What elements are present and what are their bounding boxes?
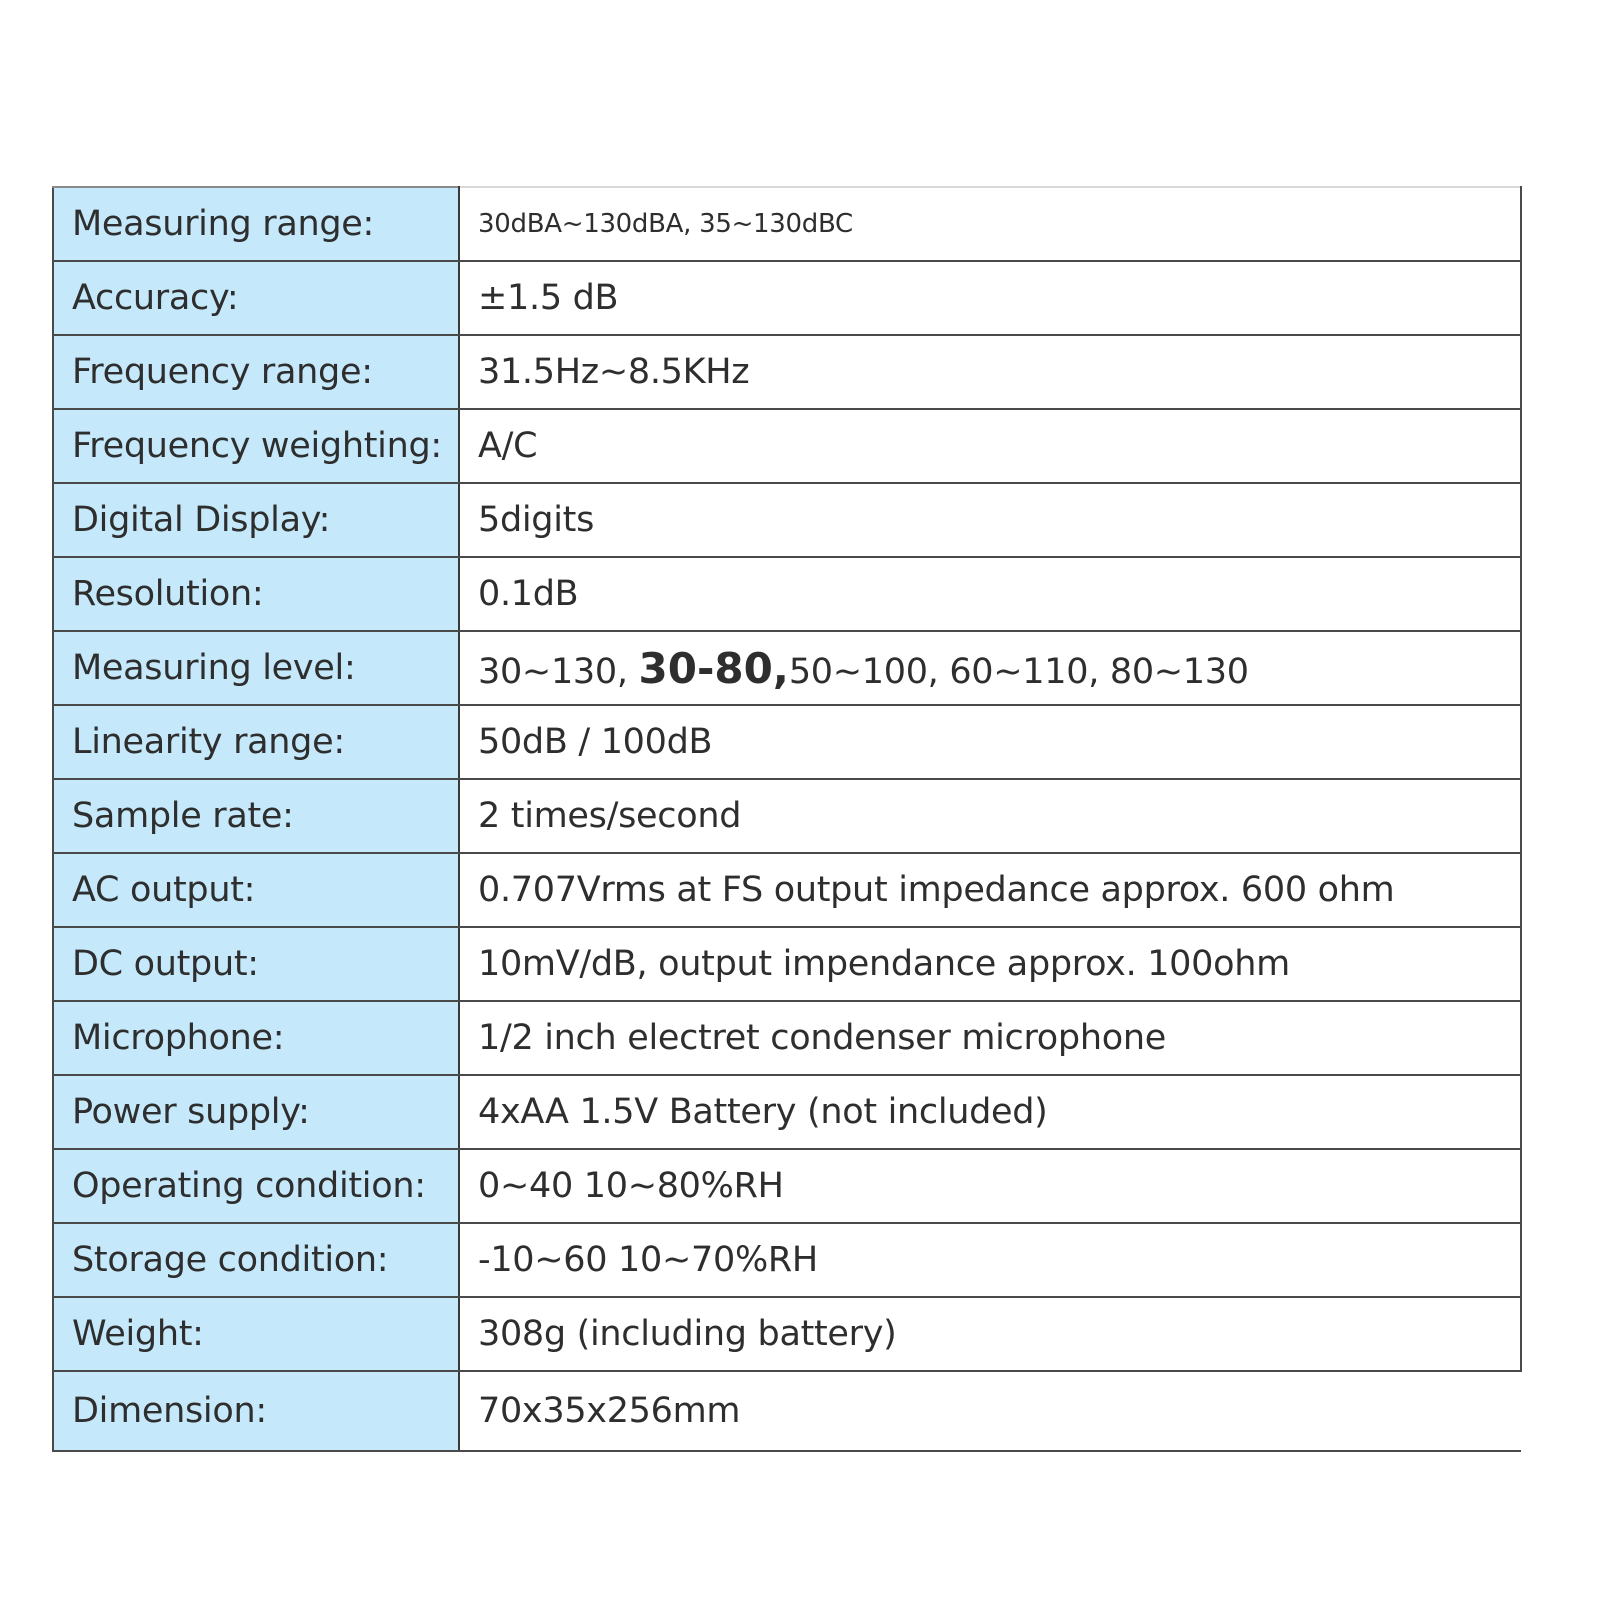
specifications-body	[53, 187, 1521, 1451]
spec-label: Measuring level:	[53, 631, 459, 705]
spec-value: 50dB / 100dB	[459, 705, 1521, 779]
spec-value: 5digits	[459, 483, 1521, 557]
spec-row-operating-condition	[53, 1149, 1521, 1223]
spec-row-weight	[53, 1297, 1521, 1371]
spec-row-power-supply	[53, 1075, 1521, 1149]
spec-label: Dimension:	[53, 1371, 459, 1451]
spec-value: 1/2 inch electret condenser microphone	[459, 1001, 1521, 1075]
spec-label: DC output:	[53, 927, 459, 1001]
spec-row-microphone	[53, 1001, 1521, 1075]
spec-value: 70x35x256mm	[459, 1371, 1521, 1451]
spec-label: Linearity range:	[53, 705, 459, 779]
spec-row-measuring-range	[53, 187, 1521, 261]
spec-label: Resolution:	[53, 557, 459, 631]
spec-value: ±1.5 dB	[459, 261, 1521, 335]
spec-value: 4xAA 1.5V Battery (not included)	[459, 1075, 1521, 1149]
spec-value: 10mV/dB, output impendance approx. 100ohm	[459, 927, 1521, 1001]
spec-row-ac-output	[53, 853, 1521, 927]
spec-value: A/C	[459, 409, 1521, 483]
spec-row-dc-output	[53, 927, 1521, 1001]
spec-row-accuracy	[53, 261, 1521, 335]
spec-label: AC output:	[53, 853, 459, 927]
spec-value: 0.1dB	[459, 557, 1521, 631]
spec-row-dimension	[53, 1371, 1521, 1451]
spec-row-resolution	[53, 557, 1521, 631]
spec-label: Frequency weighting:	[53, 409, 459, 483]
spec-label: Storage condition:	[53, 1223, 459, 1297]
spec-label: Sample rate:	[53, 779, 459, 853]
spec-row-linearity-range	[53, 705, 1521, 779]
spec-value: 308g (including battery)	[459, 1297, 1521, 1371]
spec-row-measuring-level	[53, 631, 1521, 705]
spec-value	[459, 631, 1521, 705]
spec-value: 2 times/second	[459, 779, 1521, 853]
spec-row-frequency-weighting	[53, 409, 1521, 483]
spec-label: Frequency range:	[53, 335, 459, 409]
spec-value: 31.5Hz~8.5KHz	[459, 335, 1521, 409]
spec-row-sample-rate	[53, 779, 1521, 853]
spec-label: Weight:	[53, 1297, 459, 1371]
spec-value-part-emphasis: 30-80,	[638, 643, 789, 693]
spec-label: Digital Display:	[53, 483, 459, 557]
spec-label: Operating condition:	[53, 1149, 459, 1223]
spec-label: Power supply:	[53, 1075, 459, 1149]
spec-label: Measuring range:	[53, 187, 459, 261]
spec-value-part: 50~100, 60~110, 80~130	[788, 651, 1249, 692]
spec-value: 30dBA~130dBA, 35~130dBC	[459, 187, 1521, 261]
spec-row-digital-display	[53, 483, 1521, 557]
spec-value-part: 30~130,	[478, 651, 639, 692]
spec-row-frequency-range	[53, 335, 1521, 409]
spec-row-storage-condition	[53, 1223, 1521, 1297]
spec-value: -10~60 10~70%RH	[459, 1223, 1521, 1297]
spec-value: 0.707Vrms at FS output impedance approx. 600 ohm	[459, 853, 1521, 927]
spec-label: Microphone:	[53, 1001, 459, 1075]
specifications-table	[52, 186, 1522, 1452]
spec-label: Accuracy:	[53, 261, 459, 335]
spec-value: 0~40 10~80%RH	[459, 1149, 1521, 1223]
